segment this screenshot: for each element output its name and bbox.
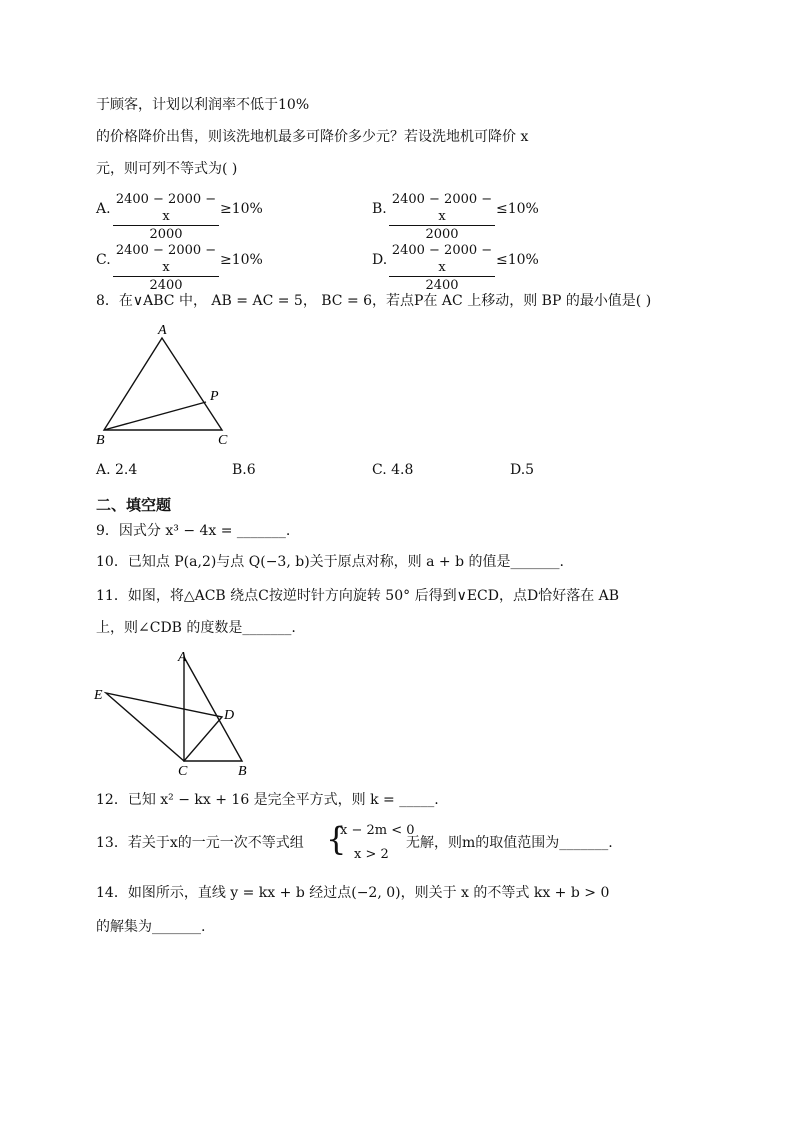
q10-text: 10．已知点 P(a,2)与点 Q(−3, b)关于原点对称，则 a + b 的值是_______.: [96, 554, 564, 570]
q7-option-a-letter: A.: [96, 201, 111, 217]
q8-option-a: A. 2.4: [96, 462, 138, 478]
q7-option-b-numerator: 2400 − 2000 − x: [389, 191, 495, 226]
label-d: D: [224, 708, 235, 723]
section-title: 二、填空题: [96, 496, 172, 514]
q8-text: 8．在∨ABC 中， AB = AC = 5， BC = 6，若点P在 AC 上移动，则 BP 的最小值是( ): [96, 293, 652, 309]
q8-option-d: D.5: [510, 462, 535, 478]
label-e: E: [94, 688, 103, 703]
q7-option-a-relation: ≥10%: [220, 201, 263, 217]
q8-triangle-figure: [92, 318, 252, 450]
q8-option-c: C. 4.8: [372, 462, 414, 478]
label-b: B: [238, 764, 247, 779]
label-c: C: [178, 764, 188, 779]
q11-line1: 11．如图，将△ACB 绕点C按逆时针方向旋转 50° 后得到∨ECD，点D恰好落在 AB: [96, 588, 620, 604]
triangle-abc: [104, 338, 222, 430]
q13-suffix: 无解，则m的取值范围为_______.: [406, 835, 613, 851]
q7-option-d-numerator: 2400 − 2000 − x: [389, 242, 495, 277]
q7-option-b-relation: ≤10%: [496, 201, 539, 217]
q7-option-a-denominator: 2000: [149, 227, 183, 242]
q7-option-d-relation: ≤10%: [496, 252, 539, 268]
q13-inequality-2: x > 2: [354, 847, 389, 862]
q11-rotation-figure: [92, 645, 262, 780]
triangle-ecd: [106, 693, 222, 761]
q7-line2: 的价格降价出售，则该洗地机最多可降价多少元？若设洗地机可降价 x: [96, 129, 529, 145]
q11-line2: 上，则∠CDB 的度数是_______.: [96, 620, 296, 636]
q7-option-c-denominator: 2400: [149, 278, 183, 293]
q7-option-d-denominator: 2400: [425, 278, 459, 293]
system-brace: {: [326, 820, 347, 858]
q14-line1: 14．如图所示，直线 y = kx + b 经过点(−2, 0)，则关于 x 的不等式 kx + b > 0: [96, 885, 610, 901]
q14-line2: 的解集为_______.: [96, 919, 206, 935]
q7-option-c-numerator: 2400 − 2000 − x: [113, 242, 219, 277]
q7-option-d-letter: D.: [372, 252, 388, 268]
q12-text: 12．已知 x² − kx + 16 是完全平方式，则 k = _____.: [96, 792, 439, 808]
q7-option-a-numerator: 2400 − 2000 − x: [113, 191, 219, 226]
label-a: A: [178, 650, 187, 665]
q7-line1: 于顾客，计划以利润率不低于10%: [96, 97, 310, 113]
q7-option-b-denominator: 2000: [425, 227, 459, 242]
label-b: B: [96, 433, 105, 448]
q7-option-b-letter: B.: [372, 201, 387, 217]
q7-option-a-fraction: [113, 191, 219, 243]
q9-text: 9．因式分 x³ − 4x = _______.: [96, 523, 291, 539]
q7-option-c-letter: C.: [96, 252, 111, 268]
q7-option-c-fraction: [113, 242, 219, 294]
label-a: A: [158, 323, 167, 338]
q13-prefix: 13．若关于x的一元一次不等式组: [96, 835, 304, 851]
label-p: P: [210, 389, 219, 404]
q7-option-d-fraction: [389, 242, 495, 294]
q7-option-c-relation: ≥10%: [220, 252, 263, 268]
q13-inequality-1: x − 2m < 0: [340, 823, 415, 838]
label-c: C: [218, 433, 228, 448]
q7-line3: 元，则可列不等式为( ): [96, 161, 238, 177]
q8-option-b: B.6: [232, 462, 256, 478]
q7-option-b-fraction: [389, 191, 495, 243]
